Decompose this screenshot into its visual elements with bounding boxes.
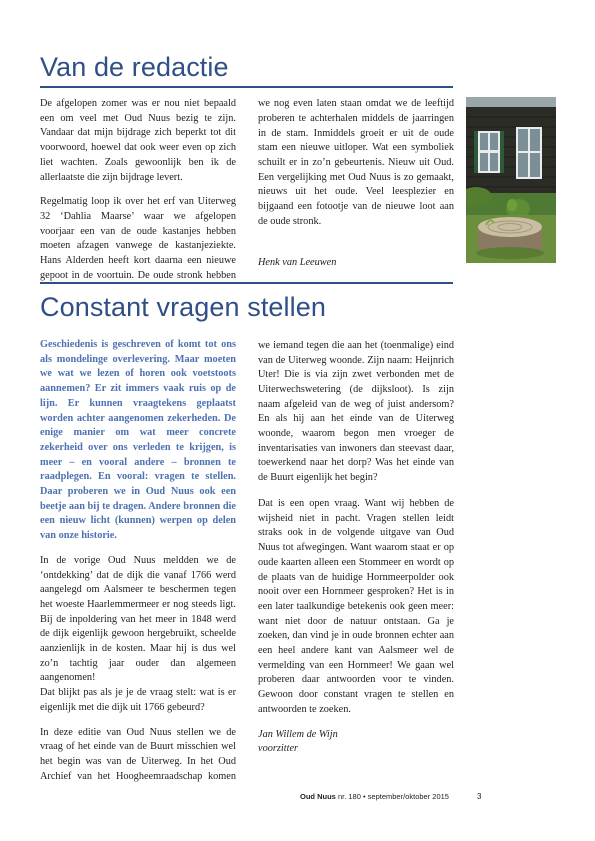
footer-magazine-name: Oud Nuus bbox=[300, 792, 336, 801]
article-paragraph-3-continued bbox=[258, 338, 454, 485]
editorial-paragraph-2: Regelmatig loop ik over het erf van Uiterweg 32 ‘Dahlia Maarse’ waar we afgelopen voorjaar een van de oude kastanjes hebben moeten afzagen vanwege de kastanjeziekte. Hans Alderden heeft kort daarna een nieuwe gepoot in de voortuin. De oude stronk hebben bbox=[40, 196, 236, 281]
editorial-column-1 bbox=[40, 97, 236, 283]
continued-text: we iemand tegen die aan het (toenmalige) eind van de Uiterweg woonde. Zijn naam: Heijnrich Uter! Die is via zijn zwet verbonden met de Uiterwechswetering (de dijksloot). Is zijn naam afgeleid van de weg of juist andersom? En als hij aan het einde van de Uiterweg woonde, waarom begon men vroeger de inventarisaties van inwoners dan steevast daar, toewerkend naar het dorp? Was het einde van de Buurt eigenlijk het begin? bbox=[258, 339, 454, 484]
editorial-paragraph-2-continued bbox=[258, 97, 454, 244]
tree-stump-photo bbox=[466, 97, 556, 263]
article-title: Constant vragen stellen bbox=[40, 292, 326, 322]
article-signature-role: voorzitter bbox=[258, 743, 299, 755]
editorial-paragraph-1: De afgelopen zomer was er nou niet bepaald een om veel met Oud Nuus bezig te zijn. Vandaar dat mijn bijdrage zich beperkt tot dit voorwoord, hoewel dat ook weer even op zich liet wachten. Zoals gewoonlijk ben ik de allerlaatste die zijn bijdrage levert. bbox=[40, 98, 236, 183]
article-column-1 bbox=[40, 338, 236, 784]
editorial-title: Van de redactie bbox=[40, 52, 229, 82]
article-column-2 bbox=[258, 338, 454, 767]
article-intro: Geschiedenis is geschreven of komt tot ons als mondelinge overlevering. Maar moeten we wat we lezen of horen ook voetstoots aannemen? Er zit immers vaak ruis op de lijn. Er kunnen vraagtekens geplaatst worden achter aangenomen zekerheden. De enige manier om wat meer concrete zekerheid over ons verleden te krijgen, is meer – en vooral andere – bronnen te raadplegen. En vooral: vragen te stellen. Daar proberen we in Oud Nuus ook een beetje aan bij te dragen. Andere bronnen die een nieuw licht (kunnen) werpen op delen van onze historie. bbox=[40, 339, 236, 542]
title-rule bbox=[40, 86, 453, 88]
article-paragraph-2: Dat blijkt pas als je je de vraag stelt: wat is er eigenlijk met die dijk uit 1766 gebeurd? bbox=[40, 687, 236, 713]
article-paragraph-3-start bbox=[40, 726, 236, 784]
article-paragraph-4: Dat is een open vraag. Want wij hebben de wijsheid niet in pacht. Vragen stellen leidt straks ook in de volgende uitgave van Oud Nuus tot afwegingen. Want waarom staat er op oude kaarten alleen een Stommeer en wordt op de plaats van de huidige Hornmeerpolder ook nooit over een Hornmeer gesproken? Het is in een later taalkundige betekenis ook geen meer: want niet door de natuur ontstaan. Ga je zoeken, dan vind je in oude bronnen echter aan een heel andere kant van Aalsmeer wel de vermelding van een Hornmeer! We gaan wel proberen daar antwoorden voor te vinden. Gewoon door constant vragen te stellen en antwoorden te zoeken. bbox=[258, 498, 454, 715]
editorial-column-2 bbox=[258, 97, 454, 281]
article-signature-name: Jan Willem de Wijn bbox=[258, 728, 338, 740]
editorial-paragraph-2-start bbox=[40, 195, 236, 283]
footer-issue: nr. 180 • september/oktober 2015 bbox=[337, 792, 449, 801]
page-footer bbox=[300, 792, 460, 801]
page-number: 3 bbox=[477, 792, 482, 801]
section-rule bbox=[40, 282, 453, 284]
article-paragraph-1: In de vorige Oud Nuus meldden we de ‘ontdekking’ dat de dijk die vanaf 1766 werd aangelegd om Aalsmeer te beschermen tegen het woeste Haarlemmermeer er nog steeds ligt. Bij de inpoldering van het meer in 1848 werd de dijk eigenlijk gewoon hergebruikt, scheelde aanzienlijk in de kosten. Maar hij is dus wel zo’n tachtig jaar ouder dan algemeen aangenomen! bbox=[40, 554, 236, 684]
continued-text: we nog even laten staan omdat we de leeftijd proberen te achterhalen middels de jaarringen in de stam. Inmiddels groeit er uit de oude stam een nieuwe uitloper. Wat een symboliek schuilt er in zo’n gebeurtenis. Nieuw uit Oud. Een vergelijking met Oud Nuus is zo gemaakt, nieuws uit het oude. Veel leesplezier en bijgaand een fotootje van de nieuwe loot aan de oude stronk. bbox=[258, 98, 454, 227]
article-paragraph-3: In deze editie van Oud Nuus stellen we de vraag of het einde van de Buurt misschien wel het begin was van de Uiterweg. In het Oud Archief van het Hoogheemraadschap komen bbox=[40, 726, 236, 782]
editorial-signature: Henk van Leeuwen bbox=[258, 257, 337, 268]
